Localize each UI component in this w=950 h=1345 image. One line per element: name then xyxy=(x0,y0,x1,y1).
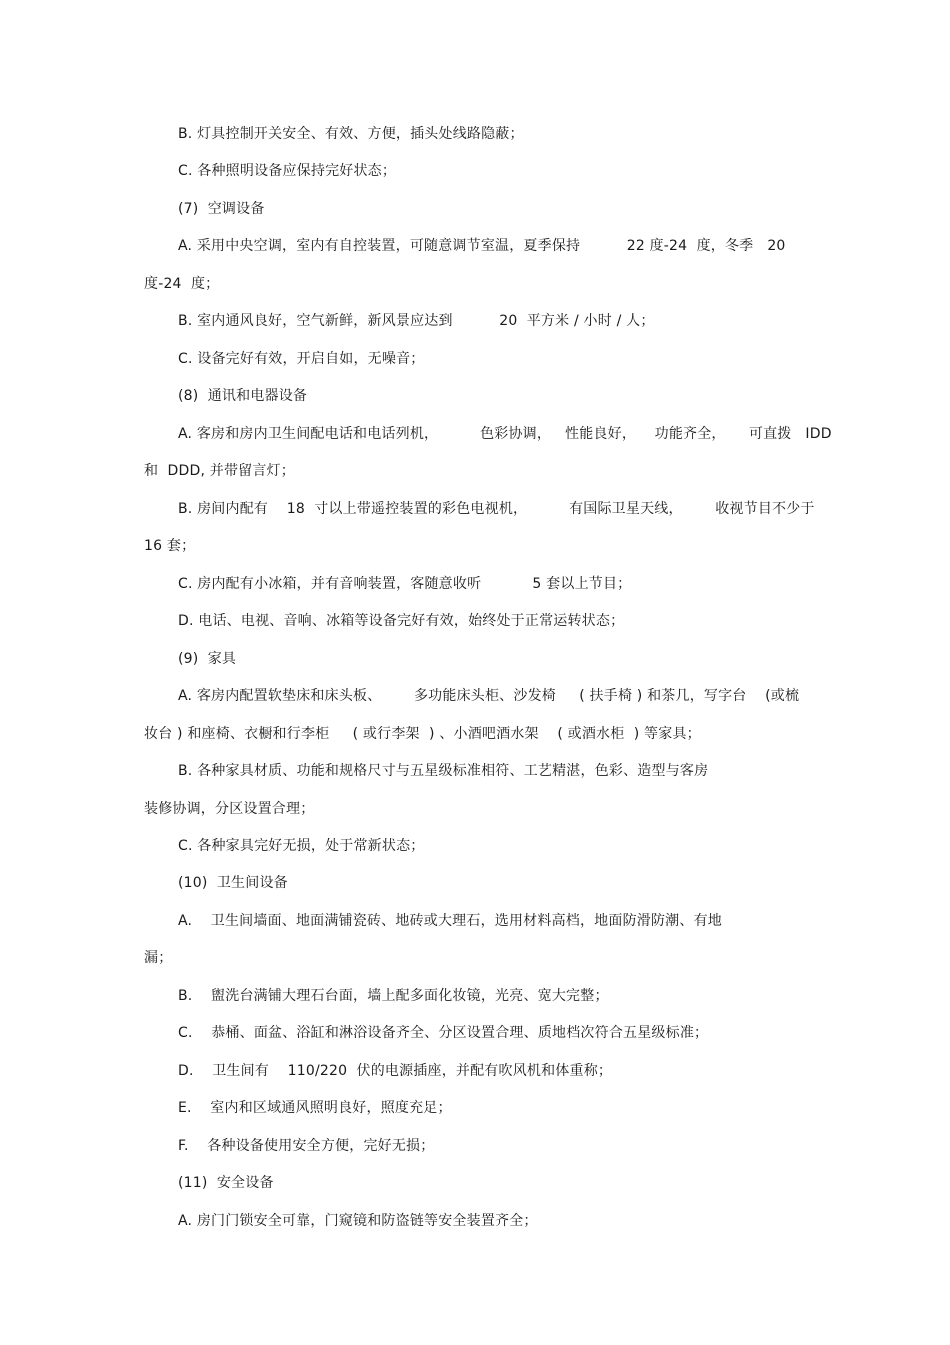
text-line: C. 设备完好有效，开启自如，无噪音； xyxy=(178,351,425,367)
section-heading: (11) 安全设备 xyxy=(178,1175,274,1191)
text-line: B. 盥洗台满铺大理石台面，墙上配多面化妆镜，光亮、宽大完整； xyxy=(178,988,609,1004)
section-heading: (10) 卫生间设备 xyxy=(178,875,288,891)
text-line: B. 室内通风良好，空气新鲜，新风景应达到 20 平方米 / 小时 / 人； xyxy=(178,313,655,329)
text-line-continuation: 16 套； xyxy=(144,538,196,554)
text-line-continuation: 妆台 ) 和座椅、衣橱和行李柜 ( 或行李架 ) 、小酒吧酒水架 ( 或酒水柜 ) 等家具； xyxy=(144,726,701,742)
text-line: C. 恭桶、面盆、浴缸和淋浴设备齐全、分区设置合理、质地档次符合五星级标准； xyxy=(178,1025,709,1041)
text-line: A. 采用中央空调，室内有自控装置，可随意调节室温，夏季保持 22 度-24 度，冬季 20 xyxy=(178,238,786,254)
section-heading: (8) 通讯和电器设备 xyxy=(178,388,308,404)
text-line: D. 电话、电视、音响、冰箱等设备完好有效，始终处于正常运转状态； xyxy=(178,613,625,629)
section-heading: (7) 空调设备 xyxy=(178,201,265,217)
text-line: A. 客房内配置软垫床和床头板、 多功能床头柜、沙发椅 ( 扶手椅 ) 和茶几，写字台 (或梳 xyxy=(178,688,800,704)
text-line: D. 卫生间有 110/220 伏的电源插座，并配有吹风机和体重称； xyxy=(178,1063,613,1079)
text-line: A. 房门门锁安全可靠，门窥镜和防盗链等安全装置齐全； xyxy=(178,1213,538,1229)
text-line-continuation: 漏； xyxy=(144,950,173,966)
text-line: C. 各种家具完好无损，处于常新状态； xyxy=(178,838,425,854)
text-line: B. 房间内配有 18 寸以上带遥控装置的彩色电视机， 有国际卫星天线， 收视节目不少于 xyxy=(178,501,815,517)
text-line: B. 灯具控制开关安全、有效、方便，插头处线路隐蔽； xyxy=(178,126,524,142)
text-line-continuation: 和 DDD, 并带留言灯； xyxy=(144,463,295,479)
text-line: C. 房内配有小冰箱，并有音响装置，客随意收听 5 套以上节目； xyxy=(178,576,632,592)
text-line-continuation: 装修协调，分区设置合理； xyxy=(144,801,315,817)
text-line-continuation: 度-24 度； xyxy=(144,276,220,292)
text-line: B. 各种家具材质、功能和规格尺寸与五星级标准相符、工艺精湛，色彩、造型与客房 xyxy=(178,763,709,779)
section-heading: (9) 家具 xyxy=(178,651,237,667)
text-line: E. 室内和区域通风照明良好，照度充足； xyxy=(178,1100,452,1116)
text-line: F. 各种设备使用安全方便，完好无损； xyxy=(178,1138,435,1154)
text-line: C. 各种照明设备应保持完好状态； xyxy=(178,163,397,179)
text-line: A. 客房和房内卫生间配电话和电话列机， 色彩协调， 性能良好， 功能齐全， 可直拨 IDD xyxy=(178,426,832,442)
text-line: A. 卫生间墙面、地面满铺瓷砖、地砖或大理石，选用材料高档，地面防滑防潮、有地 xyxy=(178,913,722,929)
